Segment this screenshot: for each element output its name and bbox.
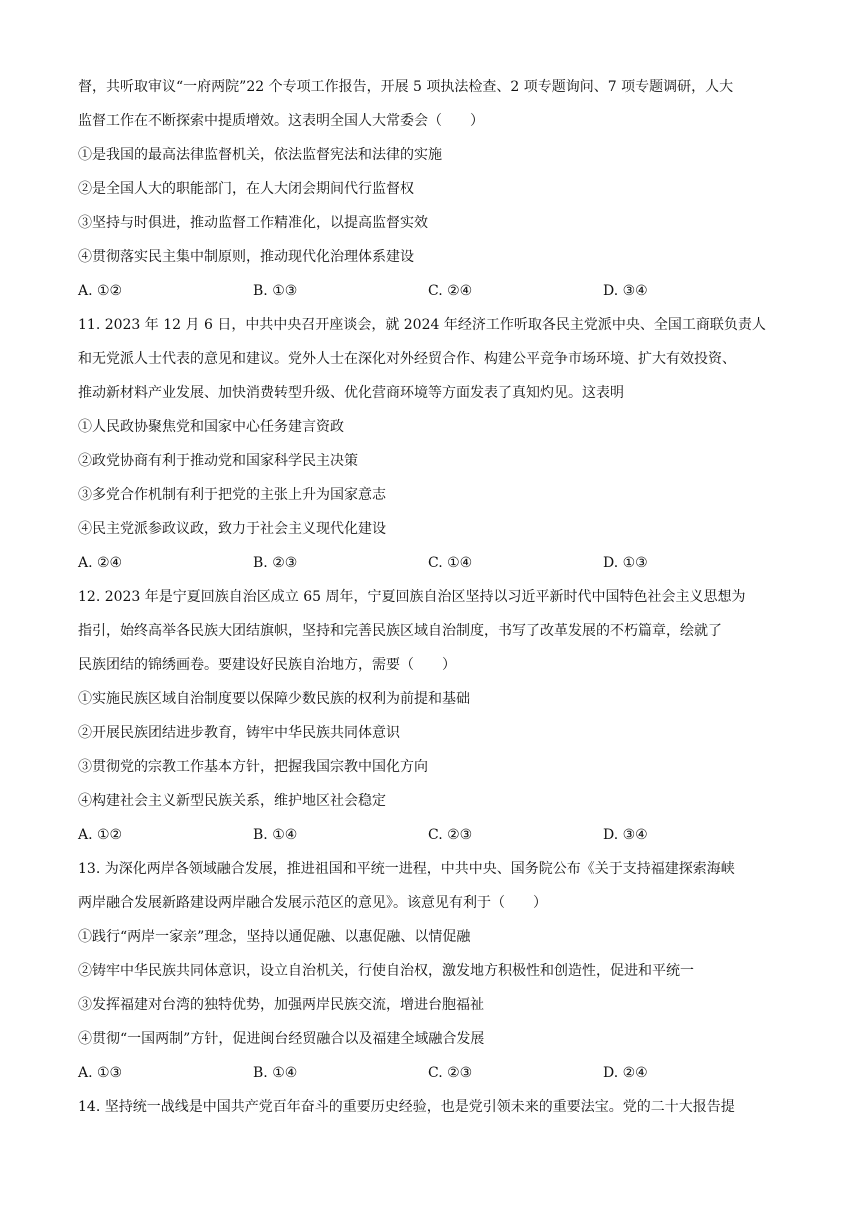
answer-options: [78, 818, 778, 852]
statement-item: ③发挥福建对台湾的独特优势，加强两岸民族交流，增进台胞福祉: [78, 997, 484, 1013]
exam-page: [78, 70, 778, 1124]
option-d: D. ②④: [603, 1065, 648, 1081]
statement-item: ①是我国的最高法律监督机关，依法监督宪法和法律的实施: [78, 147, 442, 163]
statement-item: ②铸牢中华民族共同体意识，设立自治机关，行使自治权，激发地方积极性和创造性，促进和平统一: [78, 963, 694, 979]
question-stem-line: 监督工作在不断探索中提质增效。这表明全国人大常委会（ ）: [78, 113, 484, 129]
option-c: C. ②③: [428, 827, 473, 843]
question-stem-line: 14. 坚持统一战线是中国共产党百年奋斗的重要历史经验，也是党引领未来的重要法宝。党的二十大报告提: [78, 1099, 735, 1115]
answer-options: [78, 274, 778, 308]
question-14: [78, 1090, 778, 1124]
option-a: A. ①②: [78, 827, 123, 843]
option-b: B. ②③: [253, 555, 298, 571]
option-a: A. ①②: [78, 283, 123, 299]
question-11: [78, 308, 778, 580]
statement-item: ①践行“两岸一家亲”理念，坚持以通促融、以惠促融、以情促融: [78, 929, 471, 945]
answer-options: [78, 546, 778, 580]
option-a: A. ②④: [78, 555, 123, 571]
statement-item: ④贯彻落实民主集中制原则，推动现代化治理体系建设: [78, 249, 414, 265]
option-d: D. ③④: [603, 283, 648, 299]
option-b: B. ①③: [253, 283, 298, 299]
question-stem-line: 11. 2023 年 12 月 6 日，中共中央召开座谈会，就 2024 年经济工作听取各民主党派中央、全国工商联负责人: [78, 317, 766, 333]
question-stem-line: 13. 为深化两岸各领域融合发展，推进祖国和平统一进程，中共中央、国务院公布《关于支持福建探索海峡: [78, 861, 735, 877]
option-d: D. ①③: [603, 555, 648, 571]
statement-item: ②开展民族团结进步教育，铸牢中华民族共同体意识: [78, 725, 400, 741]
statement-item: ②政党协商有利于推动党和国家科学民主决策: [78, 453, 358, 469]
option-c: C. ②③: [428, 1065, 473, 1081]
question-13: [78, 852, 778, 1090]
answer-options: [78, 1056, 778, 1090]
option-b: B. ①④: [253, 827, 298, 843]
statement-item: ①人民政协聚焦党和国家中心任务建言资政: [78, 419, 344, 435]
option-c: C. ②④: [428, 283, 473, 299]
statement-item: ④民主党派参政议政，致力于社会主义现代化建设: [78, 521, 386, 537]
option-b: B. ①④: [253, 1065, 298, 1081]
option-c: C. ①④: [428, 555, 473, 571]
statement-item: ③坚持与时俱进，推动监督工作精准化，以提高监督实效: [78, 215, 428, 231]
option-d: D. ③④: [603, 827, 648, 843]
question-stem-line: 指引，始终高举各民族大团结旗帜，坚持和完善民族区域自治制度，书写了改革发展的不朽篇章，绘就了: [78, 623, 722, 639]
question-10: [78, 70, 778, 308]
question-stem-line: 12. 2023 年是宁夏回族自治区成立 65 周年，宁夏回族自治区坚持以习近平新时代中国特色社会主义思想为: [78, 589, 746, 605]
question-stem-line: 推动新材料产业发展、加快消费转型升级、优化营商环境等方面发表了真知灼见。这表明: [78, 385, 624, 401]
statement-item: ①实施民族区域自治制度要以保障少数民族的权利为前提和基础: [78, 691, 470, 707]
statement-item: ④贯彻“一国两制”方针，促进闽台经贸融合以及福建全域融合发展: [78, 1031, 485, 1047]
option-a: A. ①③: [78, 1065, 123, 1081]
statement-item: ②是全国人大的职能部门，在人大闭会期间代行监督权: [78, 181, 414, 197]
question-stem-line: 民族团结的锦绣画卷。要建设好民族自治地方，需要（ ）: [78, 657, 456, 673]
question-stem-line: 两岸融合发展新路建设两岸融合发展示范区的意见》。该意见有利于（ ）: [78, 895, 547, 911]
statement-item: ③多党合作机制有利于把党的主张上升为国家意志: [78, 487, 386, 503]
question-stem-line: 督，共听取审议“一府两院”22 个专项工作报告，开展 5 项执法检查、2 项专题询问、7 项专题调研，人大: [78, 79, 734, 95]
statement-item: ④构建社会主义新型民族关系，维护地区社会稳定: [78, 793, 386, 809]
statement-item: ③贯彻党的宗教工作基本方针，把握我国宗教中国化方向: [78, 759, 428, 775]
question-12: [78, 580, 778, 852]
question-stem-line: 和无党派人士代表的意见和建议。党外人士在深化对外经贸合作、构建公平竞争市场环境、扩大有效投资、: [78, 351, 736, 367]
